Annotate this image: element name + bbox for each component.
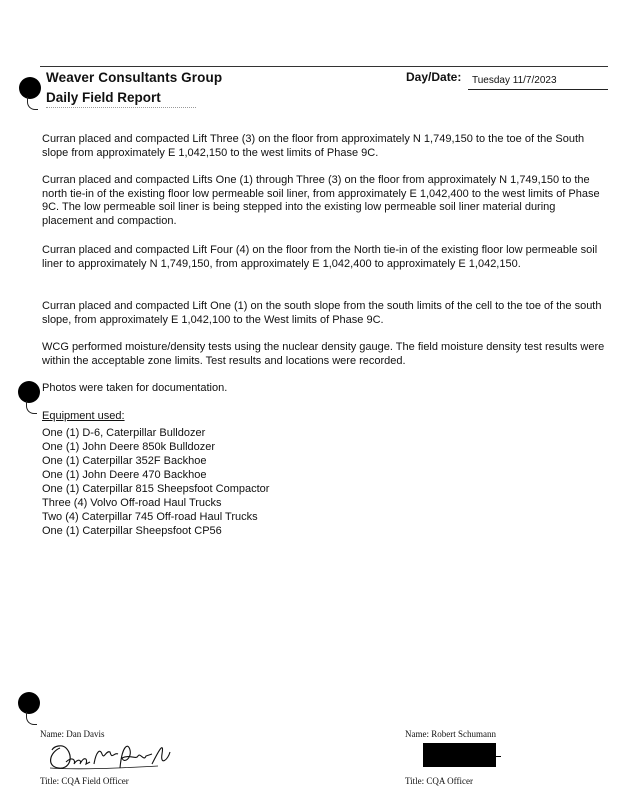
- date-label: Day/Date:: [406, 70, 462, 84]
- equipment-item: One (1) Caterpillar 815 Sheepsfoot Compactor: [42, 483, 270, 495]
- date-underline: [468, 89, 608, 90]
- left-signer-title: Title: CQA Field Officer: [40, 776, 129, 786]
- report-title: Daily Field Report: [46, 90, 161, 105]
- punch-hole-mark: [26, 712, 37, 725]
- right-signer-name: Name: Robert Schumann: [405, 729, 496, 739]
- left-signer-name: Name: Dan Davis: [40, 729, 105, 739]
- punch-hole-middle: [18, 381, 40, 403]
- header-bottom-rule: [46, 107, 196, 108]
- equipment-list: [42, 426, 269, 538]
- date-value: Tuesday 11/7/2023: [472, 75, 557, 86]
- equipment-item: Three (4) Volvo Off-road Haul Trucks: [42, 497, 222, 509]
- company-name: Weaver Consultants Group: [46, 70, 223, 85]
- punch-hole-top: [19, 77, 41, 99]
- paragraph-lift-three: Curran placed and compacted Lift Three (3) on the floor from approximately N 1,749,150 to the toe of the South slope from approximately E 1,042,150 to the west limits of Phase 9C.: [42, 133, 585, 159]
- redaction-mark: [496, 756, 501, 757]
- handwritten-signature: [40, 738, 180, 774]
- redacted-signature: [423, 743, 496, 767]
- equipment-item: One (1) Caterpillar 352F Backhoe: [42, 455, 207, 467]
- equipment-item: One (1) Caterpillar Sheepsfoot CP56: [42, 525, 222, 537]
- paragraph-lifts-one-through-three: Curran placed and compacted Lifts One (1) through Three (3) on the floor from approximately N 1,749,150 to the north tie-in of the existing floor low permeable soil liner, from approximately E 1,042,400 to the west limits of Phase 9C. The low permeable soil liner is being stepped into the existing low permeable soil liner material during placement and compaction.: [42, 174, 600, 227]
- paragraph-lift-four: Curran placed and compacted Lift Four (4) on the floor from the North tie-in of the existing floor low permeable soil liner to approximately N 1,749,150, from approximately E 1,042,400 to approximately E 1,042,150.: [42, 244, 598, 270]
- right-signer-title: Title: CQA Officer: [405, 776, 474, 786]
- equipment-item: Two (4) Caterpillar 745 Off-road Haul Trucks: [42, 511, 258, 523]
- paragraph-density-tests: WCG performed moisture/density tests using the nuclear density gauge. The field moisture density test results were within the acceptable zone limits. Test results and locations were recorded.: [42, 341, 605, 367]
- equipment-item: One (1) John Deere 850k Bulldozer: [42, 441, 216, 453]
- punch-hole-bottom: [18, 692, 40, 714]
- equipment-heading: Equipment used:: [42, 410, 125, 422]
- punch-hole-mark: [27, 97, 38, 110]
- equipment-item: One (1) D-6, Caterpillar Bulldozer: [42, 427, 206, 439]
- header-top-rule: [40, 66, 608, 67]
- paragraph-south-slope: Curran placed and compacted Lift One (1) on the south slope from the south limits of the cell to the toe of the south slope, from approximately E 1,042,100 to the West limits of Phase 9C.: [42, 300, 602, 326]
- paragraph-photos: Photos were taken for documentation.: [42, 382, 228, 394]
- punch-hole-mark: [26, 401, 37, 414]
- equipment-item: One (1) John Deere 470 Backhoe: [42, 469, 207, 481]
